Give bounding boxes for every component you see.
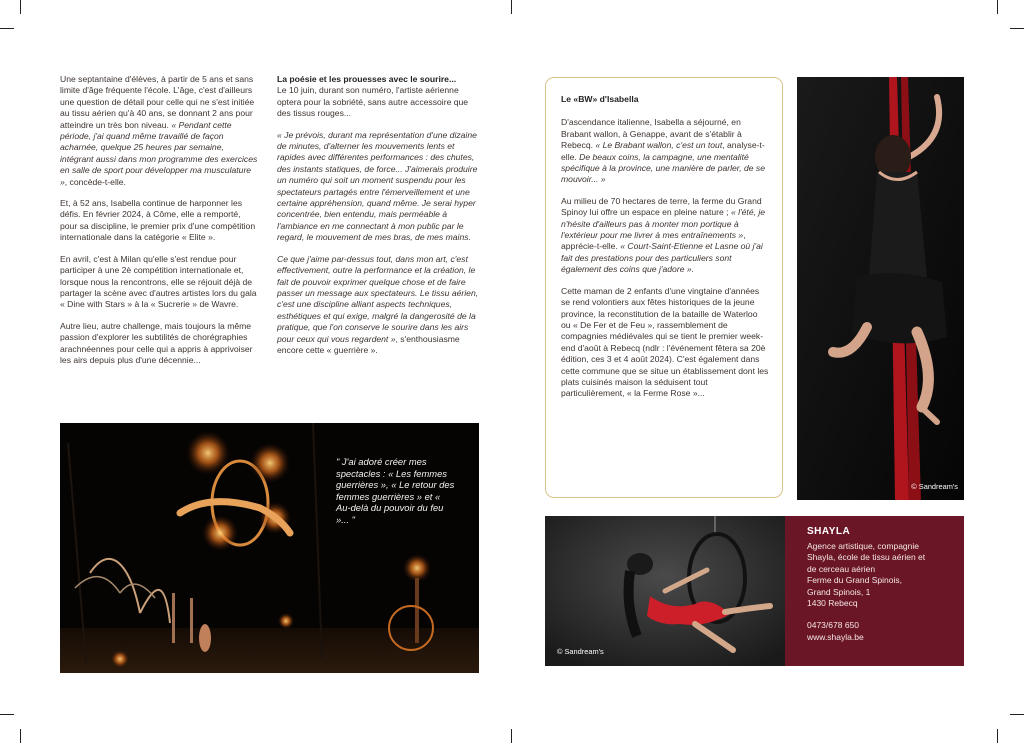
crop-mark-right-top	[1010, 28, 1024, 29]
aerial-hoop-illustration	[545, 516, 785, 666]
contact-info-panel	[785, 516, 964, 666]
company-description: Shayla, école de tissu aérien et	[807, 552, 926, 563]
article-column-1	[60, 74, 258, 376]
company-description: Agence artistique, compagnie	[807, 541, 919, 551]
crop-mark-top-center	[511, 0, 512, 14]
address-line: Grand Spinois, 1	[807, 586, 871, 597]
aerial-silk-illustration	[797, 77, 964, 500]
crop-mark-top-left	[20, 0, 21, 14]
aerial-hoop-photo	[545, 516, 785, 666]
section-heading: La poésie et les prouesses avec le sourire...	[277, 74, 457, 84]
paragraph: « Je prévois, durant ma représentation d'une dizaine de minutes, d'alterner les mouvements lents et rapides avec différentes performances : des chutes, des instants statiques, de force... J'aimerais produire un numéro qui soit un moment suspendu pour les spectateurs partagés entre l'émerveillement et une certaine appréhension, quand même. Je serai hyper concentrée, bien entendu, mais perméable à l'ambiance en me connectant à mon public par le regard, le mouvement de mes bras, de mes mains.	[277, 129, 478, 243]
fire-performance-photo	[60, 423, 479, 673]
spacer	[807, 609, 957, 620]
sidebar-box-text	[561, 94, 769, 410]
address-line: 1430 Rebecq	[807, 598, 858, 609]
pull-quote: " J'ai adoré créer mes spectacles : « Les femmes guerrières », « Le retour des femmes guerrières » et « Au-delà du pouvoir du feu »... "	[336, 456, 455, 525]
crop-mark-top-right	[997, 0, 998, 14]
crop-mark-bottom-left	[20, 729, 21, 743]
paragraph: Le 10 juin, durant son numéro, l'artiste aérienne optera pour la sobriété, sans autre accessoire que des tissus rouges...	[277, 85, 469, 119]
sidebar-heading: Le «BW» d'Isabella	[561, 94, 639, 104]
paragraph: Autre lieu, autre challenge, mais toujours la même passion d'explorer les subtilités de chorégraphies arachnéennes pour celle qui a appris à apprivoiser les airs depuis plus d'une décennie...	[60, 320, 253, 365]
aerial-silk-photo	[797, 77, 964, 500]
company-description: de cerceau aérien	[807, 563, 876, 574]
company-details	[807, 541, 957, 643]
crop-mark-bottom-center	[511, 729, 512, 743]
paragraph: En avril, c'est à Milan qu'elle s'est rendue pour participer à une 2è compétition internationale et, lorsque nous la rencontrons, elle se réjouit déjà de partager la scène avec d'autres artistes lors du gala « Dine with Stars » à la « Sucrerie » de Wavre.	[60, 253, 257, 310]
address-line: Ferme du Grand Spinois,	[807, 575, 902, 586]
company-name: SHAYLA	[807, 526, 851, 537]
paragraph: Et, à 52 ans, Isabella continue de harponner les défis. En février 2024, à Côme, elle a remporté, pour sa discipline, le premier prix d'une compétition internationale dans la catégorie « Elite ».	[60, 198, 256, 243]
crop-mark-right-bottom	[1010, 714, 1024, 715]
crop-mark-left-bottom	[0, 714, 14, 715]
paragraph: Au milieu de 70 hectares de terre, la ferme du Grand Spinoy lui offre un espace en pleine nature ; « l'été, je n'hésite d'ailleurs pas à monter mon portique à l'extérieur pour me livrer à mes entraînements », apprécie-t-elle. « Court-Saint-Etienne et Lasne où j'ai fait des prestations pour des particuliers sont également des coins que j'adore ».	[561, 195, 766, 275]
photo-credit: © Sandream's	[557, 647, 604, 656]
article-column-2	[277, 74, 481, 366]
paragraph: Une septantaine d'élèves, à partir de 5 ans et sans limite d'âge fréquente l'école. L'âge, c'est d'ailleurs une question de détail pour celle qui ne s'est initiée au tissu aérien qu'à 40 ans, se donnant 2 ans pour atteindre un très bon niveau. « Pendant cette période, j'ai quand même travaillé de façon acharnée, quelque 25 heures par semaine, intégrant aussi dans mon programme des exercices en salle de sport pour développer ma musculature », concède-t-elle.	[60, 74, 258, 187]
phone-number: 0473/678 650	[807, 620, 859, 631]
paragraph: Cette maman de 2 enfants d'une vingtaine d'années se rend volontiers aux fêtes historiques de la jeune province, la reconstitution de la bataille de Waterloo ou « De Fer et de Feu », rassemblement de compagnies médiévales qui se tient le premier week-end d'août à Rebecq (ndlr : l'événement fêtera sa 20è édition, ces 3 et 4 août 2024). C'est également dans cette commune que se situe un établissement dont les plats cuisinés maison la séduisent tout particulièrement, « la Ferme Rose »...	[561, 285, 769, 399]
website-link[interactable]: www.shayla.be	[807, 631, 864, 642]
paragraph: Ce que j'aime par-dessus tout, dans mon art, c'est effectivement, outre la performance et la création, le fait de pouvoir exprimer quelque chose et de faire passer un message aux spectateurs. Le tissu aérien, c'est une discipline alliant aspects techniques, esthétiques et qui exige, malgré la dangerosité de la pratique, que l'on conserve le sourire dans les airs pour ceux qui vous regardent », s'enthousiasme encore cette « guerrière ».	[277, 253, 479, 355]
paragraph: D'ascendance italienne, Isabella a séjourné, en Brabant wallon, à Genappe, avant de s'établir à Rebecq. « Le Brabant wallon, c'est un tout, analyse-t-elle. De beaux coins, la campagne, une mentalité spécifique à la province, une manière de parler, de se mouvoir... »	[561, 117, 765, 185]
crop-mark-left-top	[0, 28, 14, 29]
photo-credit: © Sandream's	[911, 482, 958, 491]
crop-mark-bottom-right	[997, 729, 998, 743]
